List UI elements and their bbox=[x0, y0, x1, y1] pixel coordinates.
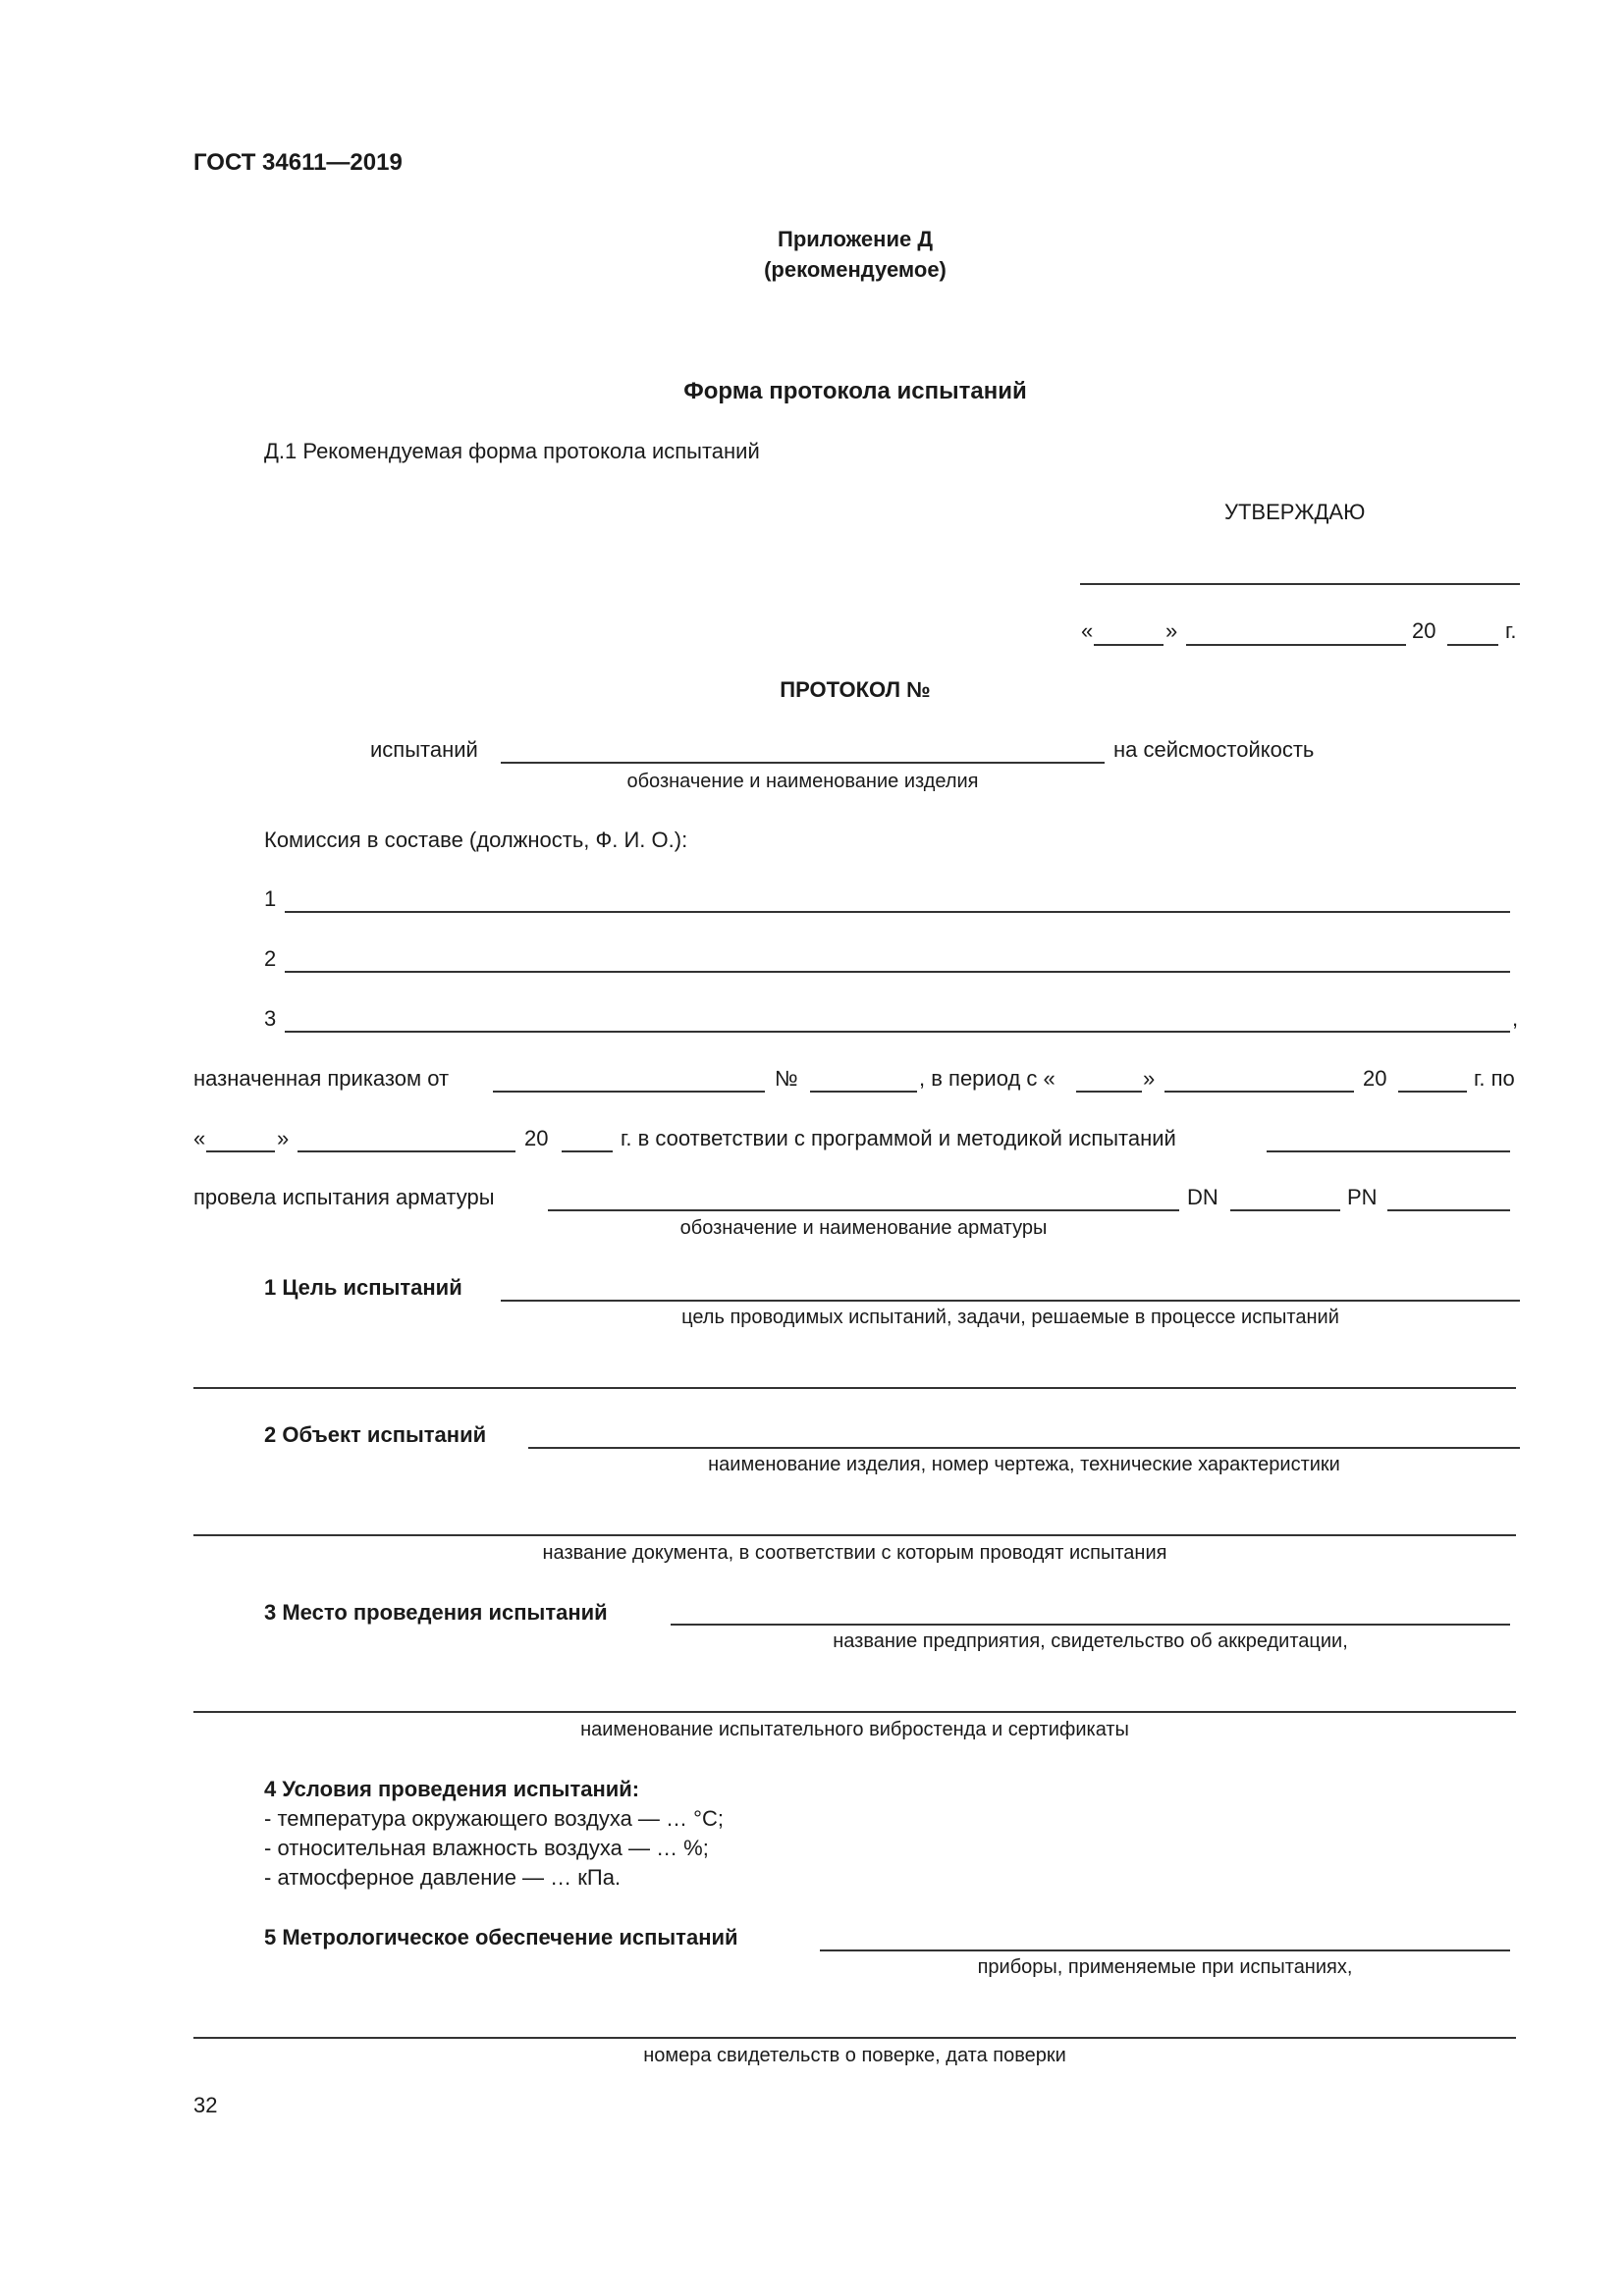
member-line-1[interactable] bbox=[285, 911, 1510, 913]
period-start-year-prefix: 20 bbox=[1363, 1066, 1387, 1091]
section-title: Форма протокола испытаний bbox=[683, 378, 1027, 404]
period-end-month-line[interactable] bbox=[298, 1150, 515, 1152]
seismic-label: на сейсмостойкость bbox=[1113, 737, 1315, 762]
order-number-sign: № bbox=[775, 1066, 798, 1091]
approve-date-open: « bbox=[1081, 618, 1094, 643]
section-2-line-2[interactable] bbox=[193, 1534, 1516, 1536]
period-start-quote-close: » bbox=[1143, 1066, 1156, 1091]
section-3-line[interactable] bbox=[671, 1624, 1510, 1626]
period-end-quote-close: » bbox=[277, 1126, 290, 1150]
commission-label: Комиссия в составе (должность, Ф. И. О.): bbox=[264, 828, 688, 852]
protocol-title: ПРОТОКОЛ № bbox=[780, 677, 931, 702]
item-line[interactable] bbox=[501, 762, 1105, 764]
section-3-line-2[interactable] bbox=[193, 1711, 1516, 1713]
period-end-quote-open: « bbox=[193, 1126, 206, 1150]
section-5-caption: приборы, применяемые при испытаниях, bbox=[977, 1956, 1353, 1978]
period-end-day-line[interactable] bbox=[206, 1150, 275, 1152]
pn-label: PN bbox=[1347, 1185, 1378, 1209]
section-3-caption: название предприятия, свидетельство об аккредитации, bbox=[833, 1630, 1348, 1652]
approve-signature-line[interactable] bbox=[1080, 583, 1520, 585]
section-2-line[interactable] bbox=[528, 1447, 1520, 1449]
period-start-day-line[interactable] bbox=[1076, 1091, 1142, 1093]
approve-month-line[interactable] bbox=[1186, 644, 1406, 646]
period-end-year-line[interactable] bbox=[562, 1150, 613, 1152]
pn-line[interactable] bbox=[1387, 1209, 1510, 1211]
dn-line[interactable] bbox=[1230, 1209, 1340, 1211]
section-2-title: 2 Объект испытаний bbox=[264, 1422, 487, 1447]
member-tail: , bbox=[1512, 1006, 1519, 1031]
standard-header: ГОСТ 34611—2019 bbox=[193, 149, 403, 176]
section-5-title: 5 Метрологическое обеспечение испытаний bbox=[264, 1925, 738, 1949]
period-end-year-prefix: 20 bbox=[524, 1126, 549, 1150]
period-label: , в период с « bbox=[919, 1066, 1056, 1091]
program-line[interactable] bbox=[1267, 1150, 1510, 1152]
member-number-1: 1 bbox=[264, 886, 277, 911]
appointed-label: назначенная приказом от bbox=[193, 1066, 450, 1091]
section-4-title: 4 Условия проведения испытаний: bbox=[264, 1777, 640, 1801]
valve-line[interactable] bbox=[548, 1209, 1179, 1211]
section-1-line-2[interactable] bbox=[193, 1387, 1516, 1389]
section-5-line-2[interactable] bbox=[193, 2037, 1516, 2039]
section-3-title: 3 Место проведения испытаний bbox=[264, 1600, 608, 1625]
period-start-year-line[interactable] bbox=[1398, 1091, 1467, 1093]
approve-year-prefix: 20 bbox=[1412, 618, 1436, 643]
approve-year-suffix: г. bbox=[1505, 618, 1517, 643]
section-2-caption: наименование изделия, номер чертежа, технические характеристики bbox=[708, 1454, 1340, 1475]
section-3-caption-2: наименование испытательного вибростенда и сертификаты bbox=[580, 1719, 1129, 1740]
section-1-title: 1 Цель испытаний bbox=[264, 1275, 462, 1300]
approve-label: УТВЕРЖДАЮ bbox=[1224, 500, 1366, 524]
member-number-2: 2 bbox=[264, 946, 277, 971]
valve-caption: обозначение и наименование арматуры bbox=[679, 1217, 1048, 1239]
dn-label: DN bbox=[1187, 1185, 1218, 1209]
period-start-month-line[interactable] bbox=[1164, 1091, 1354, 1093]
page-number: 32 bbox=[193, 2093, 218, 2117]
approve-year-line[interactable] bbox=[1447, 644, 1498, 646]
appendix-title: Приложение Д bbox=[778, 227, 933, 251]
clause-text: Д.1 Рекомендуемая форма протокола испытаний bbox=[264, 439, 760, 463]
section-1-caption: цель проводимых испытаний, задачи, решаемые в процессе испытаний bbox=[681, 1307, 1339, 1328]
condition-pressure: - атмосферное давление — … кПа. bbox=[264, 1865, 622, 1890]
member-number-3: 3 bbox=[264, 1006, 277, 1031]
member-line-2[interactable] bbox=[285, 971, 1510, 973]
condition-humidity: - относительная влажность воздуха — … %; bbox=[264, 1836, 709, 1860]
order-number-line[interactable] bbox=[810, 1091, 917, 1093]
section-5-caption-2: номера свидетельств о поверке, дата поверки bbox=[643, 2045, 1066, 2066]
section-2-caption-2: название документа, в соответствии с которым проводят испытания bbox=[542, 1542, 1167, 1564]
condition-temperature: - температура окружающего воздуха — … °С; bbox=[264, 1806, 724, 1831]
section-5-line[interactable] bbox=[820, 1949, 1510, 1951]
program-label: г. в соответствии с программой и методикой испытаний bbox=[621, 1126, 1176, 1150]
period-to-label: г. по bbox=[1474, 1066, 1515, 1091]
approve-day-line[interactable] bbox=[1094, 644, 1164, 646]
appendix-subtitle: (рекомендуемое) bbox=[764, 257, 947, 282]
conducted-label: провела испытания арматуры bbox=[193, 1185, 495, 1209]
approve-date-close: » bbox=[1165, 618, 1178, 643]
section-1-line[interactable] bbox=[501, 1300, 1520, 1302]
member-line-3[interactable] bbox=[285, 1031, 1510, 1033]
tests-label: испытаний bbox=[370, 737, 478, 762]
item-caption: обозначение и наименование изделия bbox=[626, 771, 979, 792]
order-date-line[interactable] bbox=[493, 1091, 765, 1093]
